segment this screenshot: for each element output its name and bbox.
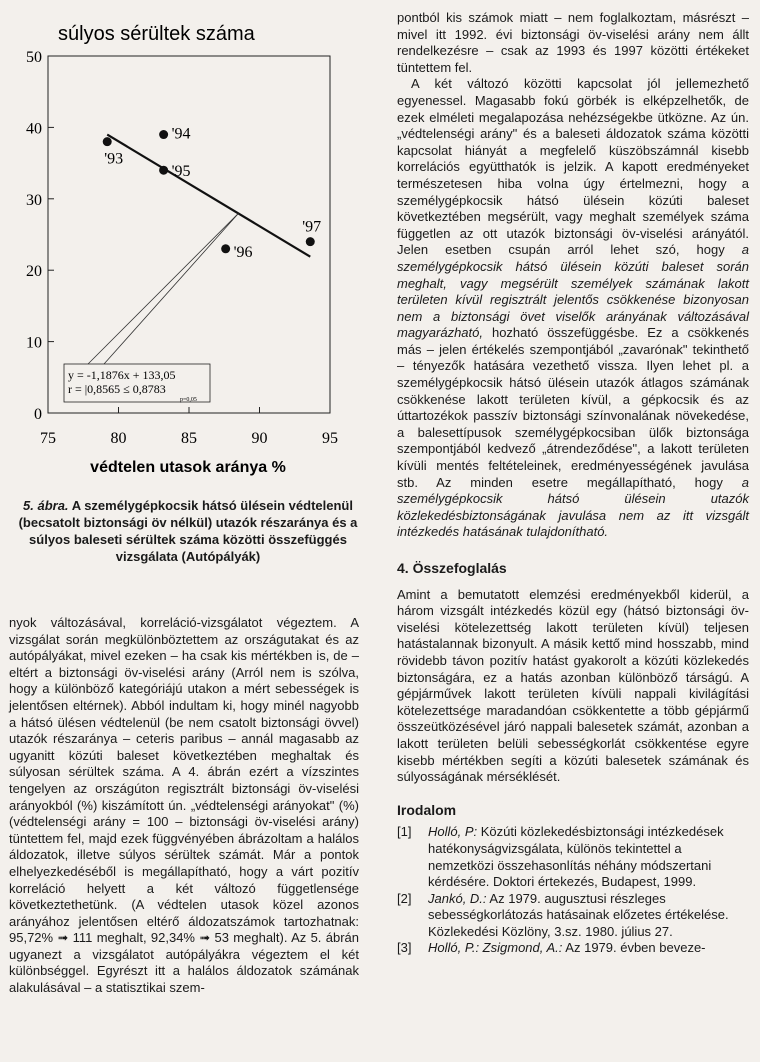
regression-line xyxy=(107,135,310,257)
y-tick-label: 40 xyxy=(26,120,42,138)
reference-number: [2] xyxy=(397,890,412,906)
reference-author: Jankó, D.: xyxy=(428,890,487,906)
x-axis-label: védtelen utasok aránya % xyxy=(90,459,286,476)
reference-body xyxy=(428,891,749,941)
point-label: '95 xyxy=(171,163,191,181)
text-run: hozható összefüggésbe. Ez a csökkenés más – jelen értékelés szempontjából „zavarónak" tekinthető – tényezők hatására vezethető vissza. Ilyen lehet pl. a személygépkocsik hátsó ülésein utazók átlagos számának csökkenése lakott területen kívül, a gépkocsik és az úttartozékok passzív biztonsági színvonalának növekedése, a balesettípusok személygépkocsiban ülők biztonsága szempontjából kedvező „átrendeződése", a lakott területen kívüli mentés feltételeinek, eredményességének javulása stb. Az minden esetre megállapítható, hogy xyxy=(397,325,749,490)
equation-line: y = -1,1876x + 133,05 xyxy=(68,368,176,382)
data-points xyxy=(103,126,321,261)
reference-item xyxy=(397,824,749,890)
reference-body xyxy=(428,824,749,890)
x-tick-label: 85 xyxy=(181,430,197,447)
text-run: A két változó közötti kapcsolat jól jellemezhető egyenessel. Magasabb fokú görbék is elképzelhetők, de ezek elméleti megalapozása nehézségekbe ütközne. Az ún. „védtelenségi arány" és a baleseti áldozatok száma közötti kapcsolat hiányát a megfelelő küszöbszámnál kisebb korrelációs együtthatók is jelzik. A kapott eredményeket természetesen hiba volna úgy értelmezni, hogy a személygépkocsik hátsó ülésein közúti baleset következtében megsérült, vagy meghalt személyek száma független az ott utazók biztonsági öv-viselési arányától. Jelen esetben csupán arról lehet szó, hogy xyxy=(397,76,749,258)
reference-list xyxy=(397,824,749,957)
emphasized-text: a személygépkocsik hátsó ülésein utazók közlekedésbiztonságának javulása nem az itt vizsgált intézkedés hatásának tulajdonítható. xyxy=(397,474,749,540)
reference-author: Holló, P: xyxy=(428,824,478,840)
reference-text: Közúti közlekedésbiztonsági intézkedések hatékonyságvizsgálata, különös tekintettel a nemzetközi összehasonlítás néhány módszertani kérdésére. Doktori értekezés, Budapest, 1999. xyxy=(428,824,724,890)
body-paragraph: pontból kis számok miatt – nem foglalkoztam, másrészt – mivel itt 1992. évi biztonsági öv-viselési arány nem állt rendelkezésre – csak az 1993 és 1997 közötti értékeket tüntettem fel. xyxy=(397,10,749,75)
reference-text: Az 1979. augusztusi részleges sebességkorlátozás hatásainak előzetes értékelése. Közlekedési Közlöny, 3.sz. 1980. július 27. xyxy=(428,890,729,939)
x-tick-label: 80 xyxy=(110,430,127,447)
significance-note: p=0,05 xyxy=(180,397,197,403)
point-label: '93 xyxy=(104,150,124,168)
equation-leader-line xyxy=(88,213,238,364)
reference-item xyxy=(397,940,749,957)
y-axis-ticks xyxy=(26,49,54,423)
equation-leader-line xyxy=(104,213,238,364)
data-point xyxy=(159,166,168,175)
point-label: '97 xyxy=(302,218,322,236)
summary-paragraph: Amint a bemutatott elemzési eredményekből kiderül, a három vizsgált intézkedés közül egy (hátsó biztonsági öv-viselési kötelezettség lakott területen kívül) teljesen hatástalannak bizonyult. A másik kettő mind hosszabb, mind rövidebb távon pozitív hatást gyakorolt a közúti közlekedés biztonságára, ez a hatás azonban különböző társágú. A gépjárművek lakott területen kívüli nappali kivilágítási kötelezettsége maradandóan csökkentette a több gépjármű összeütközésével járó nappali balesetek számát, azonban a lakott területen belüli sebességkorlát csökkentése egyre kisebb mértékben segíti a közúti balesetek számának és súlyosságának mérséklését. xyxy=(397,586,749,785)
y-tick-label: 0 xyxy=(34,406,42,423)
data-point xyxy=(221,244,230,253)
point-label: '94 xyxy=(171,125,191,143)
reference-number: [3] xyxy=(397,940,412,956)
chart-title: súlyos sérültek száma xyxy=(58,23,255,45)
x-tick-label: 95 xyxy=(322,430,338,447)
caption-text: A személygépkocsik hátsó ülésein védtelenül (becsatolt biztonsági öv nélkül) utazók részaránya és a súlyos baleseti sérültek száma közötti összefüggés vizsgálata (Autópályák) xyxy=(18,498,358,564)
references-heading: Irodalom xyxy=(397,801,457,818)
correlation-line: r = |0,8565 ≤ 0,8783 xyxy=(68,382,166,396)
body-paragraph xyxy=(397,76,749,541)
point-label: '96 xyxy=(233,243,253,261)
data-point xyxy=(103,137,112,146)
y-tick-label: 50 xyxy=(26,49,42,66)
left-column xyxy=(9,615,359,997)
data-point xyxy=(306,237,315,246)
right-column xyxy=(397,10,749,957)
plot-frame xyxy=(48,56,330,413)
reference-body xyxy=(428,940,749,957)
reference-number: [1] xyxy=(397,824,412,840)
figure-number: 5. ábra. xyxy=(23,498,69,513)
y-tick-label: 30 xyxy=(26,191,42,209)
section-heading: 4. Összefoglalás xyxy=(397,560,507,576)
x-tick-label: 90 xyxy=(251,430,268,447)
figure-caption xyxy=(18,497,358,565)
y-tick-label: 20 xyxy=(26,263,42,281)
body-paragraph: nyok változásával, korreláció-vizsgálatot végeztem. A vizsgálat során megkülönböztettem az országutakat és az autópályákat, mivel ezeken – ha csak kis mértékben is, de – eltért a biztonsági öv-viselési arány (Arról nem is szólva, hogy a különböző kategóriájú utakon a mért sebességek is jelentősen eltérnek). Abból indultam ki, hogy minél nagyobb a hátsó ülésen védtelenül (be nem csatolt biztonsági övvel) utazók részaránya – ceteris paribus – annál magasabb az ugyanitt közúti baleset következtében meghaltak és súlyosan sérültek száma. A 4. ábrán ezért a vízszintes tengelyen az országúton regisztrált biztonsági öv-viselési arányokból (%) kiszámított ún. „védtelenségi arányokat" (%) (védtelenségi arány = 100 – biztonsági öv-viselési arány) tüntettem fel, majd ezek függvényében ábrázoltam a halálos áldozatok, illetve súlyos sérültek számát. Már a pontok elhelyezkedéséből is megállapítható, hogy a várt pozitív korreláció helyett a két változó függetlensége következtethetünk. (A védtelen utasok közel azonos arányához jelentősen eltérő áldozatszámok tartozhatnak: 95,72% ➟ 111 meghalt, 92,34% ➟ 53 meghalt). Az 5. ábrán ugyanezt a vizsgálatot autópályákra végeztem el két különbséggel. Egyrészt itt a halálos áldozatok számának alakulásával – a statisztikai szem- xyxy=(9,615,359,996)
reference-item xyxy=(397,891,749,941)
y-tick-label: 10 xyxy=(26,334,42,352)
reference-text: Az 1979. évben beveze- xyxy=(562,940,706,956)
emphasized-text: a személygépkocsik hátsó ülésein közúti baleset során meghalt, vagy megsérült személyek számának lakott területen kívül regisztrált jelentős csökkenése bizonyosan nem a biztonsági övet viselők arányának változásával magyarázható, xyxy=(397,242,749,341)
data-point xyxy=(159,130,168,139)
scatter-chart xyxy=(0,0,375,490)
x-tick-label: 75 xyxy=(40,430,56,447)
reference-author: Holló, P.: Zsigmond, A.: xyxy=(428,940,563,956)
